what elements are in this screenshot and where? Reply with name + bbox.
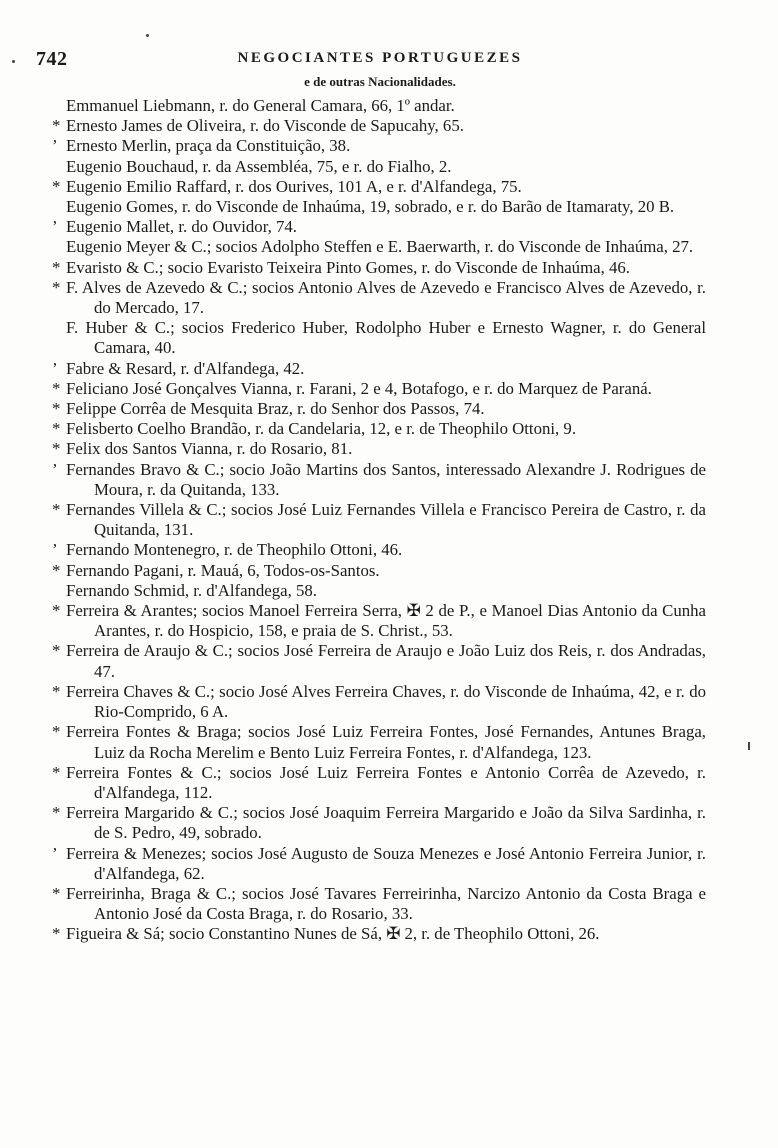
directory-entry bbox=[52, 500, 706, 540]
asterisk-mark-icon bbox=[52, 803, 66, 823]
entry-text: Fabre & Resard, r. d'Alfandega, 42. bbox=[66, 358, 305, 378]
directory-entry bbox=[52, 217, 706, 237]
directory-entry bbox=[52, 237, 706, 257]
directory-entry bbox=[52, 641, 706, 681]
entry-text: Ferreira Margarido & C.; socios José Joaquim Ferreira Margarido e João da Silva Sardinha, r. de S. Pedro, 49, sobrado. bbox=[66, 803, 706, 843]
directory-entry bbox=[52, 924, 706, 944]
print-speck bbox=[748, 742, 750, 750]
entry-text: Figueira & Sá; socio Constantino Nunes de Sá, ✠ 2, r. de Theophilo Ottoni, 26. bbox=[66, 924, 600, 944]
entry-text: Ferreira Chaves & C.; socio José Alves Ferreira Chaves, r. do Visconde de Inhaúma, 42, e r. do Rio-Comprido, 6 A. bbox=[66, 681, 706, 722]
entry-text: Ferreira Fontes & C.; socios José Luiz Ferreira Fontes e Antonio Corrêa de Azevedo, r. d'Alfandega, 112. bbox=[66, 762, 706, 802]
asterisk-mark-icon bbox=[52, 439, 66, 459]
print-speck bbox=[12, 60, 15, 63]
entry-text: F. Huber & C.; socios Frederico Huber, Rodolpho Huber e Ernesto Wagner, r. do General Camara, 40. bbox=[66, 318, 706, 358]
entry-text: Evaristo & C.; socio Evaristo Teixeira Pinto Gomes, r. do Visconde de Inhaúma, 46. bbox=[66, 257, 630, 277]
asterisk-mark-icon bbox=[52, 500, 66, 520]
directory-entry bbox=[52, 581, 706, 601]
entry-text: Eugenio Emilio Raffard, r. dos Ourives, 101 A, e r. d'Alfandega, 75. bbox=[66, 176, 522, 196]
entry-text: F. Alves de Azevedo & C.; socios Antonio Alves de Azevedo e Francisco Alves de Azevedo, r. do Mercado, 17. bbox=[66, 277, 706, 318]
asterisk-mark-icon bbox=[52, 601, 66, 621]
directory-entry bbox=[52, 682, 706, 722]
page-number: 742 bbox=[36, 48, 68, 70]
directory-entry bbox=[52, 157, 706, 177]
entry-text: Ferreira & Menezes; socios José Augusto de Souza Menezes e José Antonio Ferreira Junior, r. d'Alfandega, 62. bbox=[66, 843, 706, 883]
asterisk-mark-icon bbox=[52, 682, 66, 702]
directory-entry bbox=[52, 318, 706, 358]
directory-entry bbox=[52, 803, 706, 843]
asterisk-mark-icon bbox=[52, 641, 66, 661]
asterisk-mark-icon bbox=[52, 884, 66, 904]
print-speck bbox=[146, 34, 149, 37]
entry-text: Felisberto Coelho Brandão, r. da Candelaria, 12, e r. de Theophilo Ottoni, 9. bbox=[66, 419, 577, 439]
tick-mark-icon bbox=[52, 217, 66, 237]
asterisk-mark-icon bbox=[52, 763, 66, 783]
directory-entry bbox=[52, 884, 706, 924]
directory-entry bbox=[52, 763, 706, 803]
directory-entry bbox=[52, 177, 706, 197]
entry-text: Eugenio Gomes, r. do Visconde de Inhaúma, 19, sobrado, e r. do Barão de Itamaraty, 20 B. bbox=[66, 197, 675, 217]
directory-entry bbox=[52, 844, 706, 884]
directory-entry bbox=[52, 136, 706, 156]
directory-entry bbox=[52, 540, 706, 560]
entry-text: Emmanuel Liebmann, r. do General Camara, 66, 1º andar. bbox=[66, 96, 455, 115]
entry-text: Ernesto Merlin, praça da Constituição, 38. bbox=[66, 136, 351, 156]
entry-text: Ernesto James de Oliveira, r. do Visconde de Sapucahy, 65. bbox=[66, 116, 464, 136]
asterisk-mark-icon bbox=[52, 924, 66, 944]
entry-text: Ferreira de Araujo & C.; socios José Ferreira de Araujo e João Luiz dos Reis, r. dos Andradas, 47. bbox=[66, 641, 706, 681]
directory-entry bbox=[52, 96, 706, 116]
directory-entry bbox=[52, 561, 706, 581]
asterisk-mark-icon bbox=[52, 258, 66, 278]
entry-text: Eugenio Bouchaud, r. da Assembléa, 75, e r. do Fialho, 2. bbox=[66, 156, 452, 176]
tick-mark-icon bbox=[52, 136, 66, 156]
entry-text: Fernandes Villela & C.; socios José Luiz Fernandes Villela e Francisco Pereira de Castro, r. da Quitanda, 131. bbox=[66, 500, 706, 540]
entry-text: Fernando Montenegro, r. de Theophilo Ottoni, 46. bbox=[66, 540, 403, 560]
tick-mark-icon bbox=[52, 359, 66, 379]
asterisk-mark-icon bbox=[52, 722, 66, 742]
asterisk-mark-icon bbox=[52, 177, 66, 197]
directory-entry bbox=[52, 419, 706, 439]
directory-entry bbox=[52, 460, 706, 500]
entry-text: Feliciano José Gonçalves Vianna, r. Farani, 2 e 4, Botafogo, e r. do Marquez de Paraná. bbox=[66, 378, 652, 398]
entry-text: Fernando Schmid, r. d'Alfandega, 58. bbox=[66, 580, 317, 600]
directory-entry bbox=[52, 278, 706, 318]
running-title: NEGOCIANTES PORTUGUEZES bbox=[237, 50, 523, 66]
entry-text: Ferreira Fontes & Braga; socios José Luiz Ferreira Fontes, José Fernandes, Antunes Braga, Luiz da Rocha Merelim e Bento Luiz Ferreira Fontes, r. d'Alfandega, 123. bbox=[66, 722, 706, 762]
entry-text: Ferreirinha, Braga & C.; socios José Tavares Ferreirinha, Narcizo Antonio da Costa Braga e Antonio José da Costa Braga, r. do Rosario, 33. bbox=[66, 883, 706, 924]
asterisk-mark-icon bbox=[52, 399, 66, 419]
entry-text: Ferreira & Arantes; socios Manoel Ferreira Serra, ✠ 2 de P., e Manoel Dias Antonio da Cunha Arantes, r. do Hospicio, 158, e praia de S. Christ., 53. bbox=[66, 601, 706, 641]
entry-text: Felix dos Santos Vianna, r. do Rosario, 81. bbox=[66, 439, 353, 459]
directory-entry bbox=[52, 399, 706, 419]
entry-text: Fernando Pagani, r. Mauá, 6, Todos-os-Santos. bbox=[66, 560, 380, 580]
directory-entry bbox=[52, 601, 706, 641]
directory-entry bbox=[52, 197, 706, 217]
entry-text: Fernandes Bravo & C.; socio João Martins dos Santos, interessado Alexandre J. Rodrigues de Moura, r. da Quitanda, 133. bbox=[66, 459, 706, 499]
directory-entry bbox=[52, 359, 706, 379]
directory-entries bbox=[52, 96, 706, 945]
directory-entry bbox=[52, 439, 706, 459]
entry-text: Eugenio Mallet, r. do Ouvidor, 74. bbox=[66, 217, 297, 237]
entry-text: Felippe Corrêa de Mesquita Braz, r. do Senhor dos Passos, 74. bbox=[66, 399, 485, 419]
running-subtitle: e de outras Nacionalidades. bbox=[304, 74, 456, 89]
directory-entry bbox=[52, 258, 706, 278]
tick-mark-icon bbox=[52, 844, 66, 864]
directory-entry bbox=[52, 722, 706, 762]
asterisk-mark-icon bbox=[52, 278, 66, 298]
entry-text: Eugenio Meyer & C.; socios Adolpho Steffen e E. Baerwarth, r. do Visconde de Inhaúma, 27. bbox=[66, 237, 694, 257]
directory-entry bbox=[52, 379, 706, 399]
directory-entry bbox=[52, 116, 706, 136]
asterisk-mark-icon bbox=[52, 116, 66, 136]
asterisk-mark-icon bbox=[52, 379, 66, 399]
asterisk-mark-icon bbox=[52, 561, 66, 581]
tick-mark-icon bbox=[52, 540, 66, 560]
tick-mark-icon bbox=[52, 460, 66, 480]
asterisk-mark-icon bbox=[52, 419, 66, 439]
